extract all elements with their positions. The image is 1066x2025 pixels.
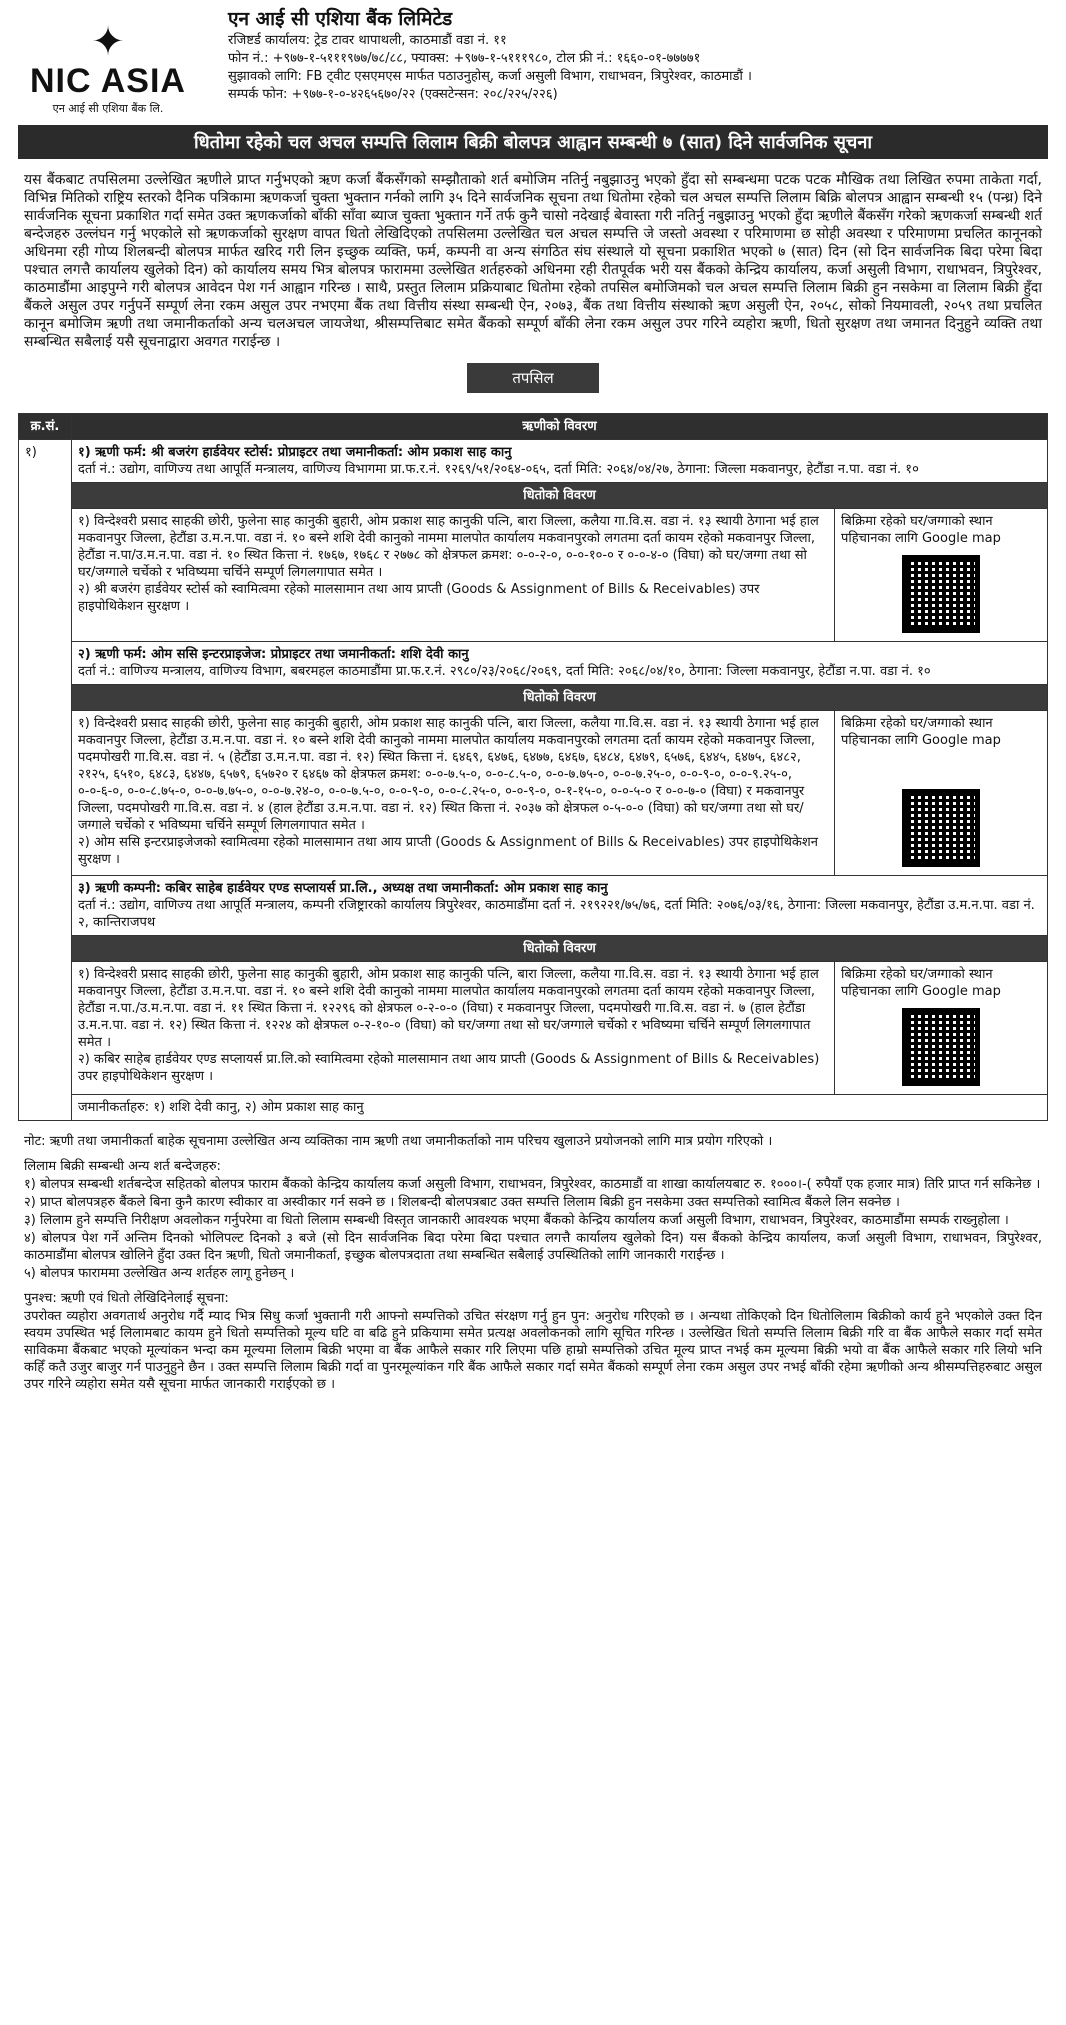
collateral-details [72,711,835,876]
header-line: रजिष्टर्ड कार्यालय: ट्रेड टावर थापाथली, काठमाडौं वडा नं. ११ [228,33,507,48]
borrower-title [72,642,1048,685]
serial-cell: १) [19,440,72,1121]
notes-section [24,1133,1042,1393]
map-label: बिक्रिमा रहेको घर/जग्गाको स्थान पहिचानका लागि Google map [841,967,1001,999]
borrower-name: १) ऋणी फर्म: श्री बजरंग हार्डवेयर स्टोर्स: प्रोप्राइटर तथा जमानीकर्ता: ओम प्रकाश साह कानु [78,445,512,460]
collateral-item: २) ओम ससि इन्टरप्राइजेजको स्वामित्वमा रहेको मालसामान तथा आय प्राप्ती (Goods & Assignment of Bills & Receivables) उपर हाइपोथिकेशन सुरक्षण । [78,835,818,867]
collateral-item: १) विन्देश्वरी प्रसाद साहकी छोरी, फुलेना साह कानुकी बुहारी, ओम प्रकाश साह कानुकी पत्नि, बारा जिल्ला, कलैया गा.वि.स. वडा नं. १३ स्थायी ठेगाना भई हाल मकवानपुर जिल्ला, हेटौंडा उ.म.न.पा. वडा नं. १० बस्ने शशि देवी कानुको नाममा मालपोत कार्यालय मकवानपुरको लगतमा दर्ता कायम रहेको मकवानपुर जिल्ला, हेटौंडा न.पा./उ.म.न.पा. वडा नं. ११ स्थित कित्ता नं. १२२९६ को क्षेत्रफल ०-२-०-० (विघा) र मकवानपुर जिल्ला, पदमपोखरी गा.वि.स. वडा नं. ७ (हाल हेटौंडा उ.म.न.पा. वडा नं. १२) स्थित कित्ता नं. १२२४ को क्षेत्रफल ०-२-१०-० (विघा) को घर/जग्गा तथा सो घर/जग्गाले चर्चेको र भविष्यमा चर्चिने सम्पूर्ण लिगलगापात समेत । [78,967,819,1050]
collateral-details [72,962,835,1095]
borrower-name: २) ऋणी फर्म: ओम ससि इन्टरप्राइजेज: प्रोप्राइटर तथा जमानीकर्ता: शशि देवी कानु [78,647,469,662]
bank-name: एन आई सी एशिया बैंक लिमिटेड [228,8,453,30]
note-text: नोट: ऋणी तथा जमानीकर्ता बाहेक सूचनामा उल्लेखित अन्य व्यक्तिका नाम ऋणी तथा जमानीकर्ताको नाम परिचय खुलाउने प्रयोजनको लागि मात्र प्रयोग गरिएको । [24,1134,773,1149]
map-label: बिक्रिमा रहेको घर/जग्गाको स्थान पहिचानका लागि Google map [841,716,1001,748]
condition-item: ४) बोलपत्र पेश गर्ने अन्तिम दिनको भोलिपल्ट दिनको ३ बजे (सो दिन सार्वजनिक बिदा परेमा बिदा पश्चात लगत्तै कार्यालय खुलेको दिन) यस बैंकको केन्द्रिय कार्यालय, कर्जा असुली विभाग, राधाभवन, त्रिपुरेश्वर, काठमाडौंमा बोलपत्र खोलिने हुँदा उक्त दिन ऋणी, धितो जमानीकर्ता, इच्छुक बोलपत्रदाता तथा सम्बन्धित सबैलाई उपस्थितिको लागि जानकारी गराईन्छ । [24,1231,1042,1263]
borrower-table [18,413,1048,1121]
collateral-header: धितोको विवरण [72,685,1048,711]
borrower-registration: दर्ता नं.: उद्योग, वाणिज्य तथा आपूर्ति मन्त्रालय, वाणिज्य विभागमा प्रा.फ.र.नं. १२६९/५१/२०६४-०६५, दर्ता मिति: २०६४/०४/२७, ठेगाना: जिल्ला मकवानपुर, हेटौंडा न.पा. वडा नं. १० [78,462,919,477]
map-label: बिक्रिमा रहेको घर/जग्गाको स्थान पहिचानका लागि Google map [841,514,1001,546]
logo-subtext: एन आई सी एशिया बैंक लि. [52,102,164,115]
final-text: उपरोक्त व्यहोरा अवगतार्थ अनुरोध गर्दै म्याद भित्र सिधु कर्जा भुक्तानी गरी आफ्नो सम्पत्तिको उचित संरक्षण गर्नु हुन पुन: अनुरोध गरिएको छ । अन्यथा तोकिएको दिन धितोलिलाम बिक्रीको कार्य हुने भएकोले उक्त दिन स्वयम उपस्थित भई लिलामबाट कायम हुने धितो सम्पत्तिको मूल्य घटि वा बढि हुने प्रकियामा समेत प्रत्यक्ष अवलोकनको लागि सूचित गरिन्छ । उल्लेखित धितो सम्पत्ति लिलाम बिक्री गरि वा बैंक आफैले सकार गर्दा समेत साविकमा बैंकबाट भएको मूल्यांकन भन्दा कम मूल्यमा लिलाम बिक्री भएमा वा बैंक आफैले सकार गरि लिएमा पछि हाम्रो सम्पत्तिको उचित मूल्य प्राप्त नभई कम मूल्यमा बिक्री भयो वा बैंक आफैले सकार गरि लियो भनि कहिँ कतै उजुर बाजुर गर्न पाउनुहुने छैन । उक्त सम्पत्ति लिलाम बिक्री गर्दा वा पुनरमूल्यांकन गरि बैंक आफैले सकार गर्दा समेत बैंकको सम्पूर्ण लेना रकम असुल उपर नभई बाँकी रहेमा ऋणीको अन्य श्रीसम्पत्तिहरुबाट असुल उपर गरिने व्यहोरा समेत यसै सूचना मार्फत जानकारी गराईएको छ । [24,1309,1042,1392]
qr-code-icon[interactable] [902,789,980,867]
tapsil-heading [18,363,1048,393]
collateral-item: २) कबिर साहेब हार्डवेयर एण्ड सप्लायर्स प्रा.लि.को स्वामित्वमा रहेको मालसामान तथा आय प्राप्ती (Goods & Assignment of Bills & Receivables) उपर हाइपोथिकेशन सुरक्षण । [78,1052,820,1084]
map-cell [835,509,1048,642]
map-cell [835,962,1048,1095]
intro-paragraph: यस बैंकबाट तपसिलमा उल्लेखित ऋणीले प्राप्त गर्नुभएको ऋण कर्जा बैंकसँगको सम्झौताको शर्त बमोजिम नतिर्नु नबुझाउनु भएको हुँदा सो सम्बन्धमा पटक पटक मौखिक तथा लिखित रुपमा ताकेता गर्दा, विभिन्न मितिको राष्ट्रिय स्तरको दैनिक पत्रिकामा ऋणकर्जा चुक्ता भुक्तान गर्नको लागि ३५ दिने सार्वजनिक सूचना तथा धितोमा रहेको चल अचल सम्पत्ति लिलाम बिक्रि बोलपत्र आह्वान सम्बन्धी १५ (पन्ध्र) दिने सार्वजनिक सूचना प्रकाशित गर्दा समेत उक्त ऋणकर्जाको बाँकी साँवा ब्याज चुक्ता भुक्तान गर्ने तर्फ कुनै चासो नदेखाई बेवास्ता गरी नतिर्नु नबुझाउनु भएको हुँदा ऋणीले बैंकसँग गरेको ऋणकर्जा सम्बन्धी शर्त बन्देजहरु उल्लंघन गर्नु भएकोले सो ऋणकर्जाको सुरक्षण वापत धितो लेखिदिएको तपसिलमा उल्लेखित चल अचल सम्पत्ति जे जस्तो अवस्था र परिमाणमा छ सोही अवस्था र परिमाणमा प्रचलित कानूनको अधिनमा रही गोप्य शिलबन्दी बोलपत्र मार्फत खरिद गरी लिन इच्छुक व्यक्ति, फर्म, कम्पनी वा अन्य संगठित संघ संस्थाले यो सूचना प्रकाशित भएको ७ (सात) दिन (सो दिन सार्वजनिक बिदा परेमा बिदा पश्चात लगत्तै कार्यालय खुलेको दिन) को कार्यालय समय भित्र बोलपत्र फाराममा उल्लेखित शर्तहरुको अधिनमा रही रीतपूर्वक भरी यस बैंकको केन्द्रिय कार्यालय, कर्जा असुली विभाग, राधाभवन, त्रिपुरेश्वर, काठमाडौंमा आइपुग्ने गरी बोलपत्र आवेदन पेश गर्न आह्वान गरिन्छ । साथै, प्रस्तुत लिलाम प्रक्रियाबाट धितोमा रहेको तपसिल बमोजिमको चल अचल सम्पत्ति लिलाम बिक्री हुन नसकेमा वा लिलाम बिक्री हुँदा बैंकले असुल उपर गर्नुपर्ने सम्पूर्ण लेना रकम असुल उपर नभएमा बैंक तथा वित्तीय संस्था सम्बन्धी ऐन, २०७३, बैंक तथा वित्तीय संस्थाको ऋण असुली ऐन, २०५८, सोको नियमावली, २०५९ तथा प्रचलित कानून बमोजिम ऋणी तथा जमानीकर्ताको अन्य चलअचल जायजेथा, श्रीसम्पत्तिबाट समेत बैंकको सम्पूर्ण बाँकी लेना रकम असुल उपर गरिने व्यहोरा ऋणी, धितो सुरक्षण तथा जमानत दिनुहुने व्यक्ति तथा सम्बन्धित सबैलाई यसै सूचनाद्वारा अवगत गराईन्छ । [24,172,1042,350]
borrower-name: ३) ऋणी कम्पनी: कबिर साहेब हार्डवेयर एण्ड सप्लायर्स प्रा.लि., अध्यक्ष तथा जमानीकर्ता: ओम प्रकाश साह कानु [78,881,608,896]
condition-item: ५) बोलपत्र फाराममा उल्लेखित अन्य शर्तहरु लागू हुनेछन् । [24,1266,295,1281]
tapsil-label: तपसिल [467,363,598,393]
qr-code-icon[interactable] [902,1008,980,1086]
star-logo-icon: ✦ [91,19,125,65]
header-line: सुझावको लागि: FB ट्वीट एसएमएस मार्फत पठाउनुहोस्, कर्जा असुली विभाग, राधाभवन, त्रिपुरेश्वर, काठमाडौं । [228,69,752,84]
collateral-header: धितोको विवरण [72,936,1048,962]
collateral-item: १) विन्देश्वरी प्रसाद साहकी छोरी, फुलेना साह कानुकी बुहारी, ओम प्रकाश साह कानुकी पत्नि, बारा जिल्ला, कलैया गा.वि.स. वडा नं. १३ स्थायी ठेगाना भई हाल मकवानपुर जिल्ला, हेटौंडा उ.म.न.पा. वडा नं. १० बस्ने शशि देवी कानुको नाममा मालपोत कार्यालय मकवानपुरको लगतमा दर्ता कायम रहेको मकवानपुर जिल्ला, हेटौंडा न.पा/उ.म.न.पा. वडा नं. १० स्थित कित्ता नं. १७६७, १७६८ र २७७८ को क्षेत्रफल क्रमश: ०-०-२-०, ०-०-१०-० र ०-०-४-० (विघा) को घर/जग्गा तथा सो घर/जग्गाले चर्चेको र भविष्यमा चर्चिने सम्पूर्ण लिगलगापात समेत । [78,514,819,580]
col-sn-header: क्र.सं. [19,414,72,440]
header-info [198,10,1048,104]
borrower-title [72,440,1048,483]
collateral-item: २) श्री बजरंग हार्डवेयर स्टोर्स को स्वामित्वमा रहेको मालसामान तथा आय प्राप्ती (Goods & Assignment of Bills & Receivables) उपर हाइपोथिकेशन सुरक्षण । [78,582,760,614]
condition-item: १) बोलपत्र सम्बन्धी शर्तबन्देज सहितको बोलपत्र फाराम बैंकको केन्द्रिय कार्यालय कर्जा असुली विभाग, राधाभवन, त्रिपुरेश्वर, काठमाडौं वा शाखा कार्यालयबाट रु. १०००।-( रुपैयाँ एक हजार मात्र) तिरि प्राप्त गर्न सकिनेछ । [24,1177,1041,1192]
final-title: पुनश्च: ऋणी एवं धितो लेखिदिनेलाई सूचना: [24,1291,229,1306]
borrower-title [72,876,1048,936]
qr-code-icon[interactable] [902,555,980,633]
condition-item: २) प्राप्त बोलपत्रहरु बैंकले बिना कुनै कारण स्वीकार वा अस्वीकार गर्न सक्ने छ । शिलबन्दी बोलपत्रबाट उक्त सम्पत्ति लिलाम बिक्री हुन नसकेमा उक्त सम्पत्तिको स्वामित्व बैंकले लिन सक्नेछ । [24,1195,900,1210]
header-line: सम्पर्क फोन: +९७७-१-०-४२६५६७०/२२ (एक्सटेन्सन: २०८/२२५/२२६) [228,87,558,102]
borrower-registration: दर्ता नं.: वाणिज्य मन्त्रालय, वाणिज्य विभाग, बबरमहल काठमाडौंमा प्रा.फ.र.नं. २९८०/२३/२०६८/२०६९, दर्ता मिति: २०६८/०४/१०, ठेगाना: जिल्ला मकवानपुर, हेटौंडा न.पा. वडा नं. १० [78,664,931,679]
map-cell [835,711,1048,876]
notice-title: धितोमा रहेको चल अचल सम्पत्ति लिलाम बिक्री बोलपत्र आह्वान सम्बन्धी ७ (सात) दिने सार्वजनिक सूचना [18,125,1048,159]
col-desc-header: ऋणीको विवरण [72,414,1048,440]
collateral-details [72,509,835,642]
collateral-header: धितोको विवरण [72,483,1048,509]
header [18,10,1048,125]
header-line: फोन नं.: +९७७-१-५१११९७७/७८/८८, फ्याक्स: +९७७-१-५१११९८०, टोल फ्री नं.: १६६०-०१-७७७७१ [228,51,701,66]
collateral-item: १) विन्देश्वरी प्रसाद साहकी छोरी, फुलेना साह कानुकी बुहारी, ओम प्रकाश साह कानुकी पत्नि, बारा जिल्ला, कलैया गा.वि.स. वडा नं. १३ स्थायी ठेगाना भई हाल मकवानपुर जिल्ला, हेटौंडा उ.म.न.पा. वडा नं. १० बस्ने शशि देवी कानुको नाममा मालपोत कार्यालय मकवानपुरको लगतमा दर्ता कायम रहेको मकवानपुर जिल्ला, पदमपोखरी गा.वि.स. वडा नं. ५ (हेटौंडा उ.म.न.पा. वडा नं. १२) स्थित कित्ता नं. ६४६९, ६४७६, ६४७७, ६४६७, ६४८४, ६४७९, ६५७६, ६४४५, ६४७५, ६४८२, २१२५, ६५१०, ६४८३, ६४४७, ६५७९, ६५७२० र ६४६७ को क्षेत्रफल क्रमश: ०-०-७.५-०, ०-०-८.५-०, ०-०-७.७५-०, ०-०-७.२५-०, ०-०-९-०, ०-०-९.२५-०, ०-०-६-०, ०-०-८.७५-०, ०-०-७.७५-०, ०-०-७.२४-०, ०-०-७.५-०, ०-०-९-०, ०-०-८.२५-०, ०-०-९-०, ०-१-१५-०, ०-०-५-० र ०-०-७-० (विघा) र मकवानपुर जिल्ला, पदमपोखरी गा.वि.स. वडा नं. ४ (हाल हेटौंडा उ.म.न.पा. वडा नं. १२) स्थित कित्ता नं. २०३७ को क्षेत्रफल ०-५-०-० (विघा) को घर/जग्गा तथा सो घर/जग्गाले चर्चेको र भविष्यमा चर्चिने सम्पूर्ण लिगलगापात समेत । [78,716,819,833]
guarantors-row: जमानीकर्ताहरु: १) शशि देवी कानु, २) ओम प्रकाश साह कानु [72,1095,1048,1121]
condition-item: ३) लिलाम हुने सम्पत्ति निरीक्षण अवलोकन गर्नुपरेमा वा धितो लिलाम सम्बन्धी विस्तृत जानकारी आवश्यक भएमा बैंकको केन्द्रिय कार्यालय कर्जा असुली विभाग, राधाभवन, त्रिपुरेश्वर, काठमाडौंमा सम्पर्क राख्नुहोला । [24,1213,1009,1228]
borrower-registration: दर्ता नं.: उद्योग, वाणिज्य तथा आपूर्ति मन्त्रालय, कम्पनी रजिष्ट्रारको कार्यालय त्रिपुरेश्वर, काठमाडौंमा दर्ता नं. २१९२२१/७५/७६, दर्ता मिति: २०७६/०३/१६, ठेगाना: जिल्ला मकवानपुर, हेटौंडा उ.म.न.पा. वडा नं. २, कान्तिराजपथ [78,898,1035,930]
logo-text: NIC ASIA [30,62,186,100]
conditions-title: लिलाम बिक्री सम्बन्धी अन्य शर्त बन्देजहरु: [24,1159,221,1174]
bank-logo [18,10,198,116]
